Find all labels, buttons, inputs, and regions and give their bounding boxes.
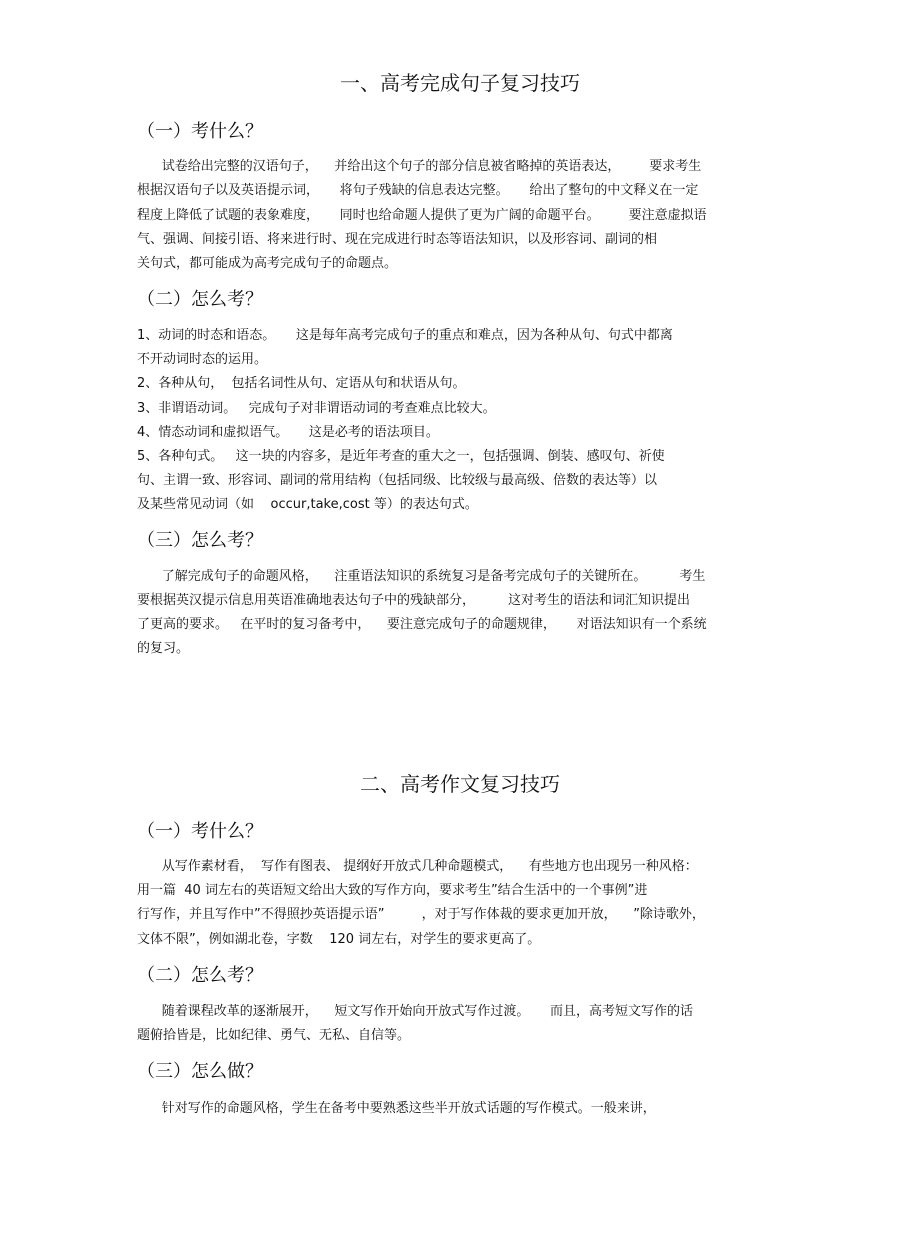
subsection-heading-1-1: （一）考什么？ (137, 121, 263, 142)
paragraph-line: 用一篇 40 词左右的英语短文给出大致的写作方向，要求考生”结合生活中的一个事例”进 (137, 883, 648, 898)
paragraph-line: 行写作，并且写作中”不得照抄英语提示语” ，对于写作体裁的要求更加开放， ”除诗歌外， (137, 907, 705, 922)
paragraph-line: 了解完成句子的命题风格， 注重语法知识的系统复习是备考完成句子的关键所在。 考生 (137, 569, 706, 584)
subsection-heading-1-2: （二）怎么考？ (137, 289, 263, 310)
paragraph-line: 要根据英汉提示信息用英语准确地表达句子中的残缺部分， 这对考生的语法和词汇知识提出 (137, 593, 691, 608)
list-item-continuation: 句、主谓一致、形容词、副词的常用结构（包括同级、比较级与最高级、倍数的表达等）以 (137, 473, 658, 488)
list-item: 2、各种从句， 包括名词性从句、定语从句和状语从句。 (137, 376, 466, 391)
list-item-continuation: 不开动词时态的运用。 (137, 352, 268, 367)
section-title-2: 二、高考作文复习技巧 (360, 772, 560, 796)
paragraph-line: 文体不限”，例如湖北卷，字数 120 词左右，对学生的要求更高了。 (137, 932, 541, 947)
paragraph-line: 程度上降低了试题的表象难度， 同时也给命题人提供了更为广阔的命题平台。 要注意虚拟语 (137, 208, 707, 223)
paragraph-line: 试卷给出完整的汉语句子， 并给出这个句子的部分信息被省略掉的英语表达， 要求考生 (137, 159, 702, 174)
paragraph-line: 气、强调、间接引语、将来进行时、现在完成进行时态等语法知识，以及形容词、副词的相 (137, 232, 658, 247)
paragraph-line: 针对写作的命题风格，学生在备考中要熟悉这些半开放式话题的写作模式。一般来讲， (137, 1101, 656, 1116)
list-item: 3、非谓语动词。 完成句子对非谓语动词的考查难点比较大。 (137, 401, 496, 416)
paragraph-line: 根据汉语句子以及英语提示词， 将句子残缺的信息表达完整。 给出了整句的中文释义在一定 (137, 183, 699, 198)
list-item: 1、动词的时态和语态。 这是每年高考完成句子的重点和难点，因为各种从句、句式中都离 (137, 328, 673, 343)
paragraph-line: 的复习。 (137, 641, 190, 656)
paragraph-line: 关句式，都可能成为高考完成句子的命题点。 (137, 256, 398, 271)
paragraph-line: 从写作素材看， 写作有图表、 提纲好开放式几种命题模式， 有些地方也出现另一种风格： (137, 859, 698, 874)
list-item: 5、各种句式。 这一块的内容多，是近年考查的重大之一，包括强调、倒装、感叹句、祈使 (137, 449, 665, 464)
subsection-heading-1-3: （三）怎么考？ (137, 530, 263, 551)
subsection-heading-2-1: （一）考什么？ (137, 821, 263, 842)
list-item: 4、情态动词和虚拟语气。 这是必考的语法项目。 (137, 425, 439, 440)
paragraph-line: 了更高的要求。 在平时的复习备考中， 要注意完成句子的命题规律， 对语法知识有一个系统 (137, 617, 707, 632)
section-title-1: 一、高考完成句子复习技巧 (340, 71, 580, 95)
subsection-heading-2-2: （二）怎么考？ (137, 965, 263, 986)
list-item-continuation: 及某些常见动词（如 occur,take,cost 等）的表达句式。 (137, 497, 478, 512)
paragraph-line: 题俯拾皆是，比如纪律、勇气、无私、自信等。 (137, 1028, 411, 1043)
paragraph-line: 随着课程改革的逐渐展开， 短文写作开始向开放式写作过渡。 而且，高考短文写作的话 (137, 1004, 693, 1019)
subsection-heading-2-3: （三）怎么做？ (137, 1061, 263, 1082)
